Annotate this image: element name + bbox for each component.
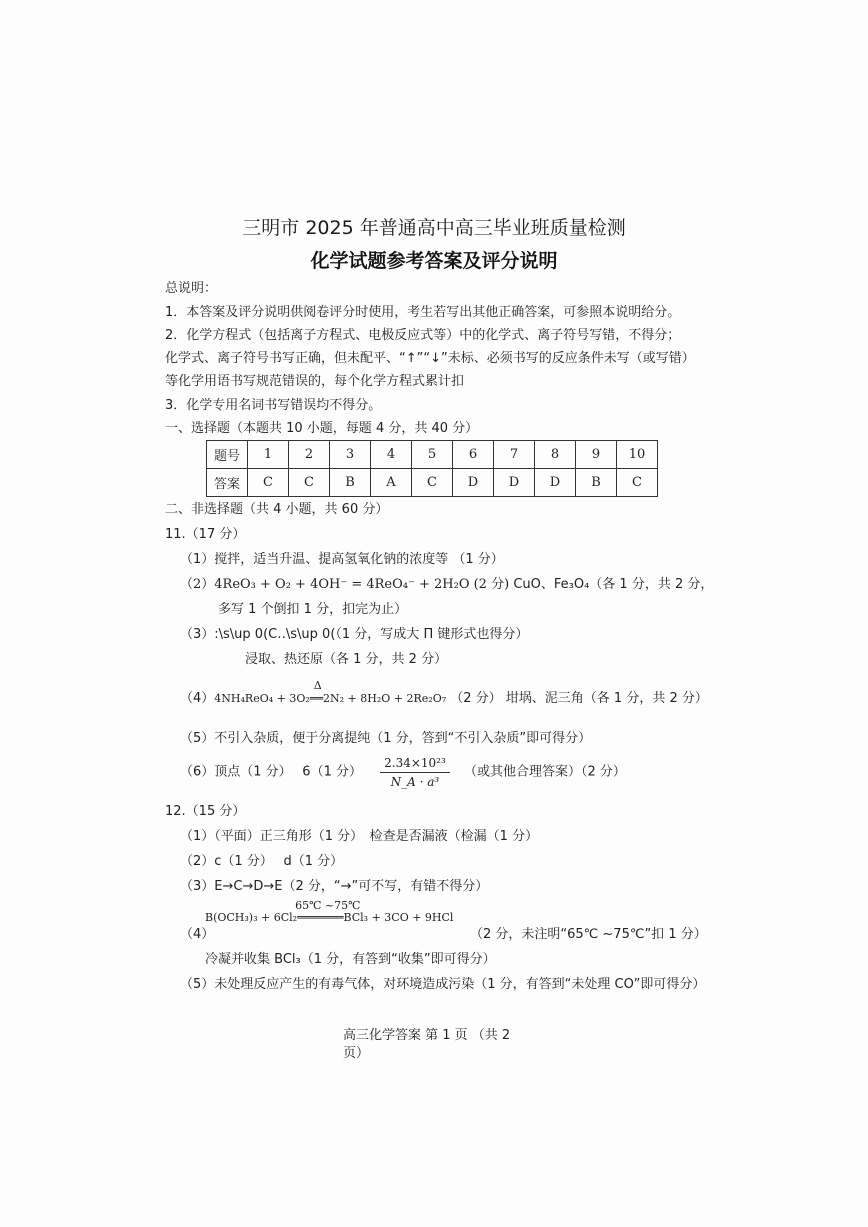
table-cell: C xyxy=(289,469,330,497)
table-cell: C xyxy=(412,469,453,497)
section1-heading: 一、选择题（本题共 10 小题，每题 4 分，共 40 分） xyxy=(165,421,479,436)
table-cell: D xyxy=(453,469,494,497)
table-cell: A xyxy=(371,469,412,497)
general-item-2c: 等化学用语书写规范错误的，每个化学方程式累计扣 xyxy=(165,374,465,389)
general-item-1: 1．本答案及评分说明供阅卷评分时使用，考生若写出其他正确答案，可参照本说明给分。 xyxy=(165,305,681,320)
q12-part-4-eq-right: BCl₃ + 3CO + 9HCl xyxy=(343,911,454,924)
q12-part-4-eq-left: B(OCH₃)₃ + 6Cl₂ xyxy=(205,911,298,924)
exam-title: 三明市 2025 年普通高中高三毕业班质量检测 xyxy=(242,217,626,239)
fraction-numerator: 2.34×10²³ xyxy=(380,755,450,773)
table-cell: C xyxy=(617,469,658,497)
q11-part-6-rest: （或其他合理答案）（2 分） xyxy=(463,764,626,780)
fraction-denominator: N_A · a³ xyxy=(390,775,440,789)
q11-part-1: （1）搅拌，适当升温、提高氢氧化钠的浓度等 （1 分） xyxy=(180,552,504,567)
answer-table xyxy=(206,440,658,497)
q12-part-5: （5）未处理反应产生的有毒气体，对环境造成污染（1 分，有答到“未处理 CO”即可得分） xyxy=(180,977,706,992)
q11-part-3: （3）:\s\up 0(C‥\s\up 0(（1 分，写成大 Π 键形式也得分） xyxy=(180,627,529,642)
table-cell: 5 xyxy=(412,441,453,469)
q12-heading: 12.（15 分） xyxy=(165,804,246,819)
q11-part-4 xyxy=(180,679,708,707)
q11-part-4-eq-right: 2N₂ + 8H₂O + 2Re₂O₇ xyxy=(323,692,447,705)
table-cell: D xyxy=(535,469,576,497)
q12-part-1: （1）（平面）正三角形（1 分） 检查是否漏液（检漏（1 分） xyxy=(180,829,539,844)
q11-part-4-prefix: （4） xyxy=(180,691,215,706)
q11-heading: 11.（17 分） xyxy=(165,527,246,542)
row-label-answer: 答案 xyxy=(207,469,248,497)
q11-part-6 xyxy=(180,755,626,790)
table-cell: 1 xyxy=(248,441,289,469)
reaction-condition: 65℃ ~75℃ xyxy=(295,899,361,912)
table-cell: B xyxy=(330,469,371,497)
table-row xyxy=(207,441,658,469)
general-item-2a: 2．化学方程式（包括离子方程式、电极反应式等）中的化学式、离子符号写错，不得分； xyxy=(165,328,681,343)
table-cell: 6 xyxy=(453,441,494,469)
q11-part-2 xyxy=(180,577,713,593)
q12-part-4-equation xyxy=(205,899,454,926)
general-heading: 总说明： xyxy=(165,281,218,296)
general-item-2b: 化学式、离子符号书写正确，但未配平、“↑”“↓”未标、必须书写的反应条件未写（或写错） xyxy=(165,351,695,366)
q11-part-4-condition: Δ ══ xyxy=(309,679,324,705)
q12-part-2: （2）c（1 分） d（1 分） xyxy=(180,854,344,869)
q11-part-2-rest: CuO、Fe₃O₄（各 1 分，共 2 分， xyxy=(513,577,714,592)
page-footer: 高三化学答案 第 1 页 （共 2 xyxy=(343,1028,511,1043)
table-cell: C xyxy=(248,469,289,497)
q11-part-3-line2: 浸取、热还原（各 1 分，共 2 分） xyxy=(245,652,448,667)
table-cell: 9 xyxy=(576,441,617,469)
q12-part-4-prefix: （4） xyxy=(180,927,215,942)
general-item-3: 3．化学专用名词书写错误均不得分。 xyxy=(165,398,382,413)
q11-part-2-note: 多写 1 个倒扣 1 分，扣完为止） xyxy=(218,602,408,617)
q12-part-3: （3）E→C→D→E（2 分，“→”可不写，有错不得分） xyxy=(180,879,489,894)
section2-heading: 二、非选择题（共 4 小题，共 60 分） xyxy=(165,502,389,517)
q11-part-6-fraction xyxy=(380,755,450,790)
q11-part-6-prefix: （6）顶点（1 分） 6（1 分） xyxy=(180,764,362,780)
page-footer-line2: 页） xyxy=(343,1046,370,1061)
q11-part-4-rest: （2 分） 坩埚、泥三角（各 1 分，共 2 分） xyxy=(450,691,708,706)
row-label-number: 题号 xyxy=(207,441,248,469)
q11-part-5: （5）不引入杂质，便于分离提纯（1 分，答到“不引入杂质”即可得分） xyxy=(180,731,592,746)
document-title: 化学试题参考答案及评分说明 xyxy=(310,250,558,272)
table-cell: 4 xyxy=(371,441,412,469)
table-cell: 3 xyxy=(330,441,371,469)
q12-part-4-line2: 冷凝并收集 BCl₃（1 分，有答到“收集”即可得分） xyxy=(205,952,496,967)
table-row xyxy=(207,469,658,497)
table-cell: 10 xyxy=(617,441,658,469)
q11-part-2-equation: （2）4ReO₃ + O₂ + 4OH⁻ = 4ReO₄⁻ + 2H₂O (2 分) xyxy=(180,577,510,592)
q12-part-4-rest: （2 分，未注明“65℃ ~75℃”扣 1 分） xyxy=(470,927,707,942)
table-cell: 8 xyxy=(535,441,576,469)
q11-part-4-eq-left: 4NH₄ReO₄ + 3O₂ xyxy=(214,692,310,705)
q12-part-4-condition: 65℃ ~75℃ ═══════ xyxy=(295,899,361,924)
table-cell: 2 xyxy=(289,441,330,469)
table-cell: 7 xyxy=(494,441,535,469)
reaction-condition: Δ xyxy=(313,679,322,692)
table-cell: D xyxy=(494,469,535,497)
table-cell: B xyxy=(576,469,617,497)
